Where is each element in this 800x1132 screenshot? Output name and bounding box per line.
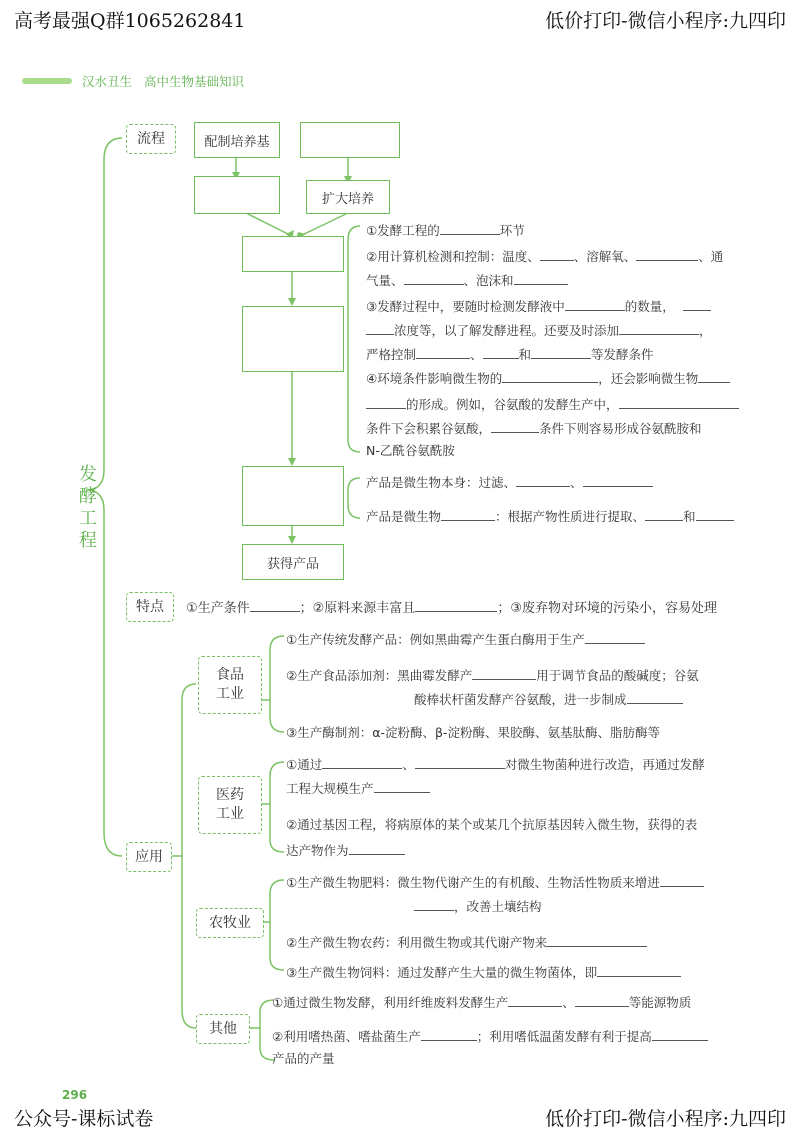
medicine-item-1b: 工程大规模生产 bbox=[286, 778, 430, 798]
series-author: 汉水丑生 bbox=[82, 74, 133, 89]
food-item-1: ①生产传统发酵产品：例如黑曲霉产生蛋白酶用于生产 bbox=[286, 629, 645, 649]
other-item-1: ①通过微生物发酵，利用纤维废料发酵生产 、 等能源物质 bbox=[272, 992, 691, 1012]
root-label: 发 酵 工 程 bbox=[79, 464, 97, 551]
ferment-note-2: ②用计算机检测和控制：温度、 、溶解氧、 、通 bbox=[366, 246, 723, 266]
agri-item-2: ②生产微生物农药：利用微生物或其代谢产物来 bbox=[286, 932, 647, 952]
blank-box-2 bbox=[194, 176, 280, 214]
agri-item-3: ③生产微生物饲料：通过发酵产生大量的微生物菌体，即 bbox=[286, 962, 681, 982]
product-box: 获得产品 bbox=[242, 544, 344, 580]
medicine-item-2b: 达产物作为 bbox=[286, 840, 405, 860]
media-box: 配制培养基 bbox=[194, 122, 280, 158]
medicine-item-1: ①通过 、 对微生物菌种进行改造，再通过发酵 bbox=[286, 754, 705, 774]
blank-box-ferment bbox=[242, 306, 344, 372]
ferment-note-4: ④环境条件影响微生物的 ，还会影响微生物 bbox=[366, 368, 730, 388]
food-item-2b: 酸棒状杆菌发酵产谷氨酸，进一步制成 bbox=[414, 689, 683, 709]
product-note-2: 产品是微生物 ：根据产物性质进行提取、 和 bbox=[366, 506, 734, 526]
agri-item-1b: ，改善土壤结构 bbox=[414, 896, 542, 916]
blank-box-separate bbox=[242, 466, 344, 526]
ferment-note-3c: 严格控制 、 和 等发酵条件 bbox=[366, 344, 654, 364]
food-item-2: ②生产食品添加剂：黑曲霉发酵产 用于调节食品的酸碱度；谷氨 bbox=[286, 665, 699, 685]
product-note-1: 产品是微生物本身：过滤、 、 bbox=[366, 472, 653, 492]
food-item-3: ③生产酶制剂：α-淀粉酶、β-淀粉酶、果胶酶、氨基肽酶、脂肪酶等 bbox=[286, 725, 660, 740]
agri-label: 农牧业 bbox=[196, 908, 264, 938]
header-left-text: 高考最强Q群1065262841 bbox=[14, 10, 246, 32]
expand-box: 扩大培养 bbox=[306, 180, 390, 214]
footer-right-text: 低价打印-微信小程序:九四印 bbox=[545, 1108, 786, 1130]
page-number: 296 bbox=[62, 1088, 88, 1102]
features-label: 特点 bbox=[126, 592, 174, 622]
applications-label: 应用 bbox=[126, 842, 172, 872]
footer-left-text: 公众号-课标试卷 bbox=[14, 1108, 154, 1130]
ferment-note-2b: 气量、 、泡沫和 bbox=[366, 270, 568, 290]
ferment-note-4c: 条件下会积累谷氨酸， 条件下则容易形成谷氨酰胺和 bbox=[366, 418, 702, 438]
other-item-2: ②利用嗜热菌、嗜盐菌生产 ；利用嗜低温菌发酵有利于提高 bbox=[272, 1026, 708, 1046]
other-label: 其他 bbox=[196, 1014, 250, 1044]
food-label: 食品 工业 bbox=[198, 656, 262, 714]
features-text: ①生产条件 ；②原料来源丰富且 ；③废弃物对环境的污染小，容易处理 bbox=[186, 597, 717, 618]
blank-box-1 bbox=[300, 122, 400, 158]
medicine-item-2: ②通过基因工程，将病原体的某个或某几个抗原基因转入微生物，获得的表 bbox=[286, 817, 698, 832]
other-item-2b: 产品的产量 bbox=[272, 1051, 335, 1066]
ferment-note-3b: 浓度等，以了解发酵进程。还要及时添加 ， bbox=[366, 320, 712, 340]
ferment-note-4b: 的形成。例如，谷氨酸的发酵生产中， bbox=[366, 394, 739, 414]
medicine-label: 医药 工业 bbox=[198, 776, 262, 834]
ferment-note-1: ①发酵工程的 环节 bbox=[366, 220, 525, 240]
series-title: 高中生物基础知识 bbox=[143, 74, 244, 89]
blank-box-3 bbox=[242, 236, 344, 272]
header-right-text: 低价打印-微信小程序:九四印 bbox=[545, 10, 786, 32]
ferment-note-4d: N-乙酰谷氨酰胺 bbox=[366, 443, 455, 458]
agri-item-1: ①生产微生物肥料：微生物代谢产生的有机酸、生物活性物质来增进 bbox=[286, 872, 704, 892]
flow-label: 流程 bbox=[126, 124, 176, 154]
ferment-note-3: ③发酵过程中，要随时检测发酵液中 的数量， bbox=[366, 296, 711, 316]
